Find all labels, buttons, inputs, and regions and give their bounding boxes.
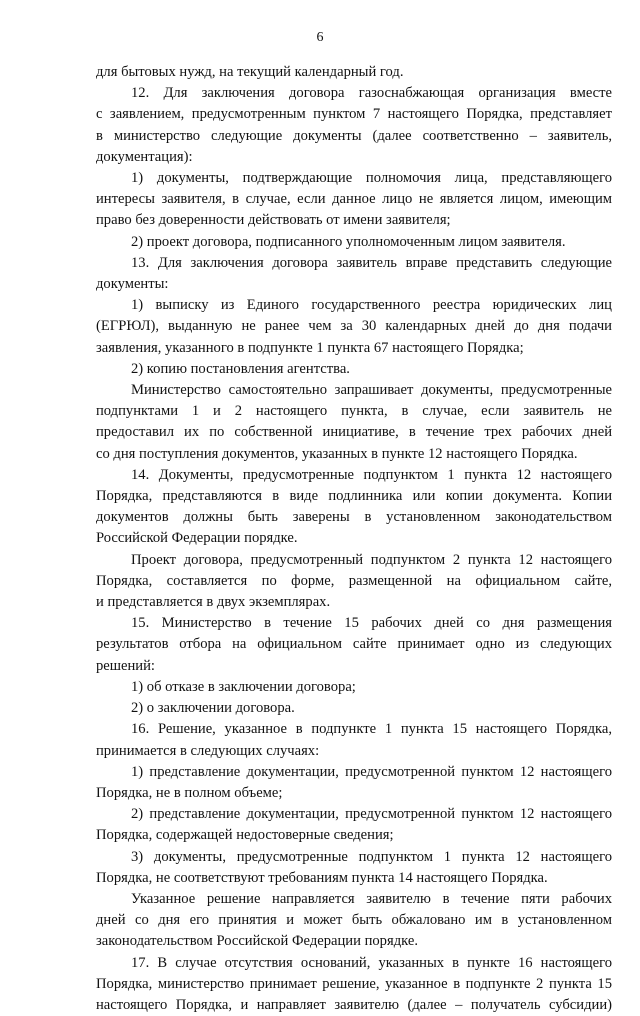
text-line: 2) о заключении договора. [131, 700, 295, 717]
text-line: Порядка, министерство принимает решение, указанное в подпункте 2 пункта 15 [96, 975, 612, 992]
text-line: 13. Для заключения договора заявитель вправе представить следующие [131, 254, 612, 271]
text-line: Проект договора, предусмотренный подпунктом 2 пункта 12 настоящего [131, 551, 612, 568]
text-line: Указанное решение направляется заявителю в течение пяти рабочих [131, 890, 612, 907]
text-line: подпунктами 1 и 2 настоящего пункта, в случае, если заявитель не [96, 403, 612, 420]
text-line: 1) представление документации, предусмотренной пунктом 12 настоящего [131, 763, 612, 780]
text-line: (ЕГРЮЛ), выданную не ранее чем за 30 календарных дней до дня подачи [96, 318, 612, 335]
text-line: в министерство следующие документы (далее соответственно – заявитель, [96, 127, 612, 144]
text-line: Министерство самостоятельно запрашивает документы, предусмотренные [131, 382, 612, 399]
text-line: 3) документы, предусмотренные подпунктом 1 пункта 12 настоящего [131, 848, 612, 865]
text-line: документов должны быть заверены в установленном законодательством [96, 509, 612, 526]
text-line: 1) документы, подтверждающие полномочия лица, представляющего [131, 170, 612, 187]
text-line: 14. Документы, предусмотренные подпунктом 1 пункта 12 настоящего [131, 466, 612, 483]
text-line: и представляется в двух экземплярах. [96, 594, 331, 611]
text-line: для бытовых нужд, на текущий календарный год. [96, 64, 404, 80]
text-line: предоставил их по собственной инициативе, в течение трех рабочих дней [96, 424, 612, 441]
text-line: заявления, указанного в подпункте 1 пункта 67 настоящего Порядка; [96, 339, 524, 356]
text-line: 12. Для заключения договора газоснабжающая организация вместе [131, 85, 612, 102]
text-line: 1) выписку из Единого государственного реестра юридических лиц [131, 297, 612, 314]
text-line: дней со дня его принятия и может быть обжаловано им в установленном [96, 912, 612, 929]
text-line: настоящего Порядка, и направляет заявителю (далее – получатель субсидии) [96, 996, 612, 1013]
document-body [96, 62, 612, 1016]
text-line: Порядка, не в полном объеме; [96, 784, 283, 801]
text-line: законодательством Российской Федерации порядке. [96, 933, 418, 950]
text-line: результатов отбора на официальном сайте принимает одно из следующих [96, 636, 612, 653]
text-line: документы: [96, 276, 169, 293]
text-line: документация): [96, 148, 193, 165]
text-line: Порядка, содержащей недостоверные сведения; [96, 827, 394, 844]
page-number: 6 [316, 30, 324, 45]
text-line: со дня поступления документов, указанных в пункте 12 настоящего Порядка. [96, 445, 578, 462]
text-line: интересы заявителя, в случае, если данное лицо не является лицом, имеющим [96, 191, 612, 208]
text-line: с заявлением, предусмотренным пунктом 7 настоящего Порядка, представляет [96, 106, 612, 123]
text-line: Порядка, представляются в виде подлинника или копии документа. Копии [96, 488, 612, 505]
text-line: Российской Федерации порядке. [96, 530, 298, 547]
text-line: 2) копию постановления агентства. [131, 360, 350, 377]
text-line: 1) об отказе в заключении договора; [131, 678, 356, 695]
text-line: Порядка, составляется по форме, размещенной на официальном сайте, [96, 572, 612, 589]
text-line: 17. В случае отсутствия оснований, указанных в пункте 16 настоящего [131, 954, 612, 971]
text-line: право без доверенности действовать от имени заявителя; [96, 212, 451, 229]
text-line: решений: [96, 657, 155, 674]
text-line: принимается в следующих случаях: [96, 742, 320, 759]
text-line: Порядка, не соответствуют требованиям пункта 14 настоящего Порядка. [96, 869, 548, 886]
text-line: 2) представление документации, предусмотренной пунктом 12 настоящего [131, 806, 612, 823]
text-line: 15. Министерство в течение 15 рабочих дней со дня размещения [131, 615, 612, 632]
text-line: 16. Решение, указанное в подпункте 1 пункта 15 настоящего Порядка, [131, 721, 612, 738]
text-line: 2) проект договора, подписанного уполномоченным лицом заявителя. [131, 233, 566, 250]
